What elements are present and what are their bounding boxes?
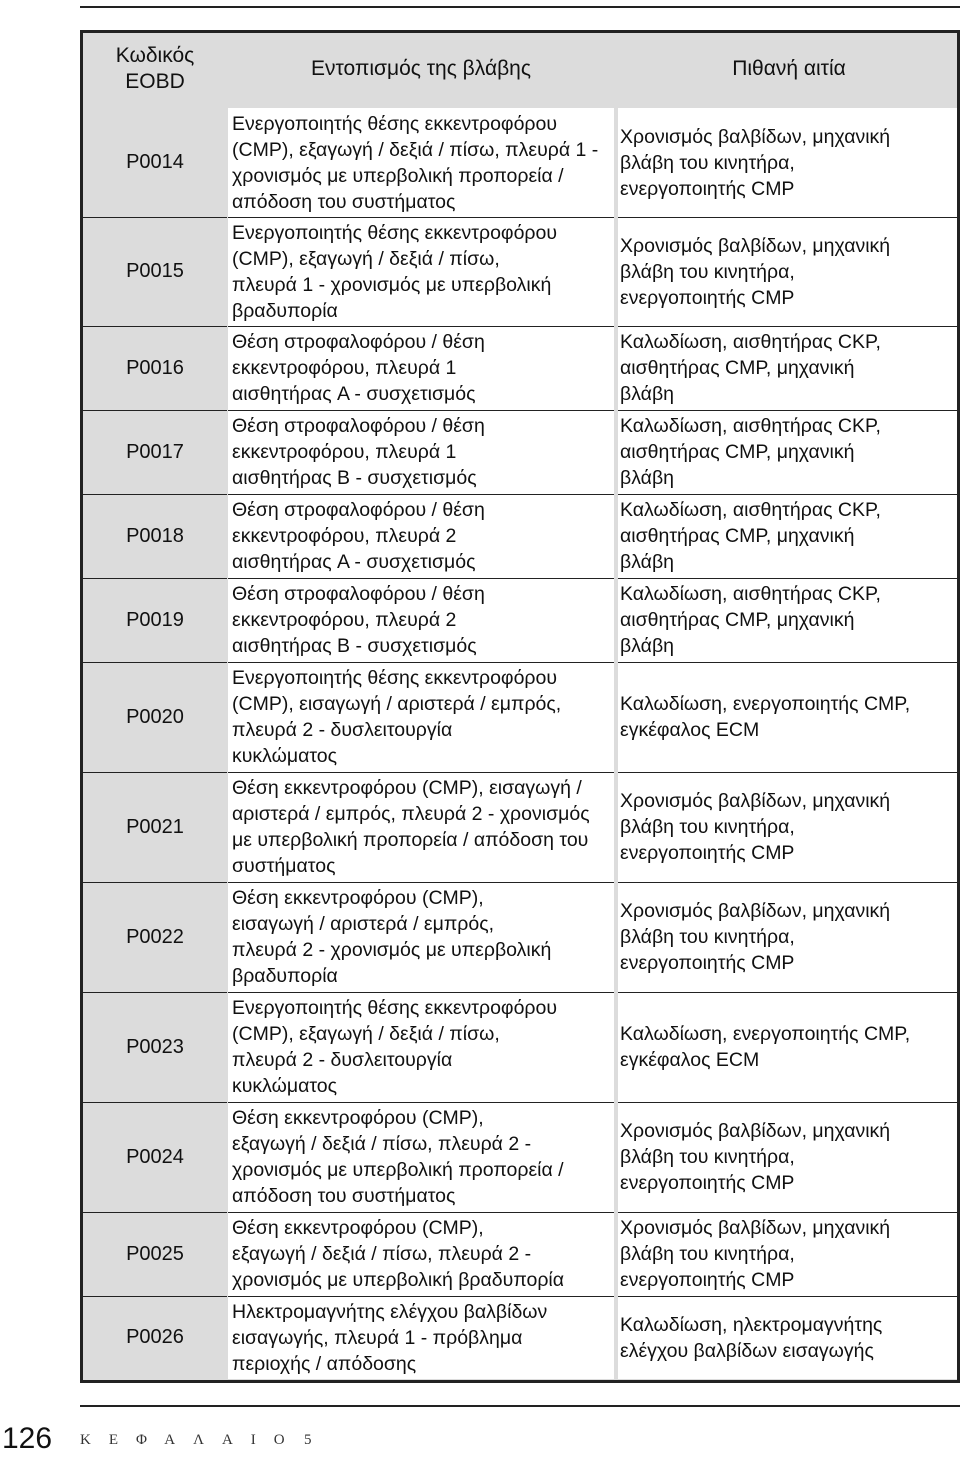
table-cell-location	[228, 1212, 614, 1296]
row-separator	[228, 882, 614, 883]
row-separator	[228, 410, 614, 411]
table-cell-location	[228, 882, 614, 992]
table-cell-cause	[618, 578, 957, 662]
row-separator	[228, 494, 614, 495]
row-separator	[228, 578, 614, 579]
table-cell-cause	[618, 772, 957, 882]
code-column	[83, 108, 227, 1379]
row-separator	[228, 217, 614, 218]
cell-text-cause: Καλωδίωση, αισθητήρας CKP, αισθητήρας CMP, μηχανική βλάβη	[620, 331, 881, 405]
cell-text-cause: Χρονισμός βαλβίδων, μηχανική βλάβη του κινητήρα, ενεργοποιητής CMP	[620, 1120, 891, 1194]
header-location-text: Εντοπισμός της βλάβης	[311, 57, 531, 80]
header-location	[227, 30, 615, 108]
row-separator	[618, 662, 957, 663]
cell-text-code: P0017	[126, 440, 184, 463]
chapter-number: 5	[304, 1432, 312, 1448]
cell-text-code: P0018	[126, 524, 184, 547]
cell-text-code: P0020	[126, 705, 184, 728]
cell-text-cause: Καλωδίωση, αισθητήρας CKP, αισθητήρας CMP, μηχανική βλάβη	[620, 583, 881, 657]
cell-text-cause: Καλωδίωση, ενεργοποιητής CMP, εγκέφαλος ECM	[620, 1023, 911, 1071]
table-cell-code	[83, 326, 227, 410]
table-cell-cause	[618, 662, 957, 772]
cause-column	[618, 108, 957, 1379]
header-cause-text: Πιθανή αιτία	[732, 57, 846, 80]
table-cell-cause	[618, 1212, 957, 1296]
table-cell-location	[228, 326, 614, 410]
table-cell-location	[228, 992, 614, 1102]
cell-text-location: Ενεργοποιητής θέσης εκκεντροφόρου (CMP), εξαγωγή / δεξιά / πίσω, πλευρά 1 - χρονισμός με υπερβολική βραδυπορία	[232, 221, 558, 322]
cell-text-code: P0022	[126, 925, 184, 948]
cell-text-code: P0015	[126, 260, 184, 282]
cell-text-code: P0021	[126, 815, 184, 838]
table-cell-code	[83, 662, 227, 772]
row-separator	[618, 326, 957, 327]
cell-text-code: P0019	[126, 608, 184, 631]
cell-text-code: P0025	[126, 1242, 184, 1265]
row-separator	[83, 1102, 227, 1103]
table-cell-cause	[618, 1102, 957, 1212]
cell-text-cause: Χρονισμός βαλβίδων, μηχανική βλάβη του κινητήρα, ενεργοποιητής CMP	[620, 900, 891, 974]
row-separator	[83, 578, 227, 579]
row-separator	[83, 494, 227, 495]
row-separator	[618, 1212, 957, 1213]
row-separator	[618, 1296, 957, 1297]
table-cell-cause	[618, 410, 957, 494]
row-separator	[83, 882, 227, 883]
table-cell-cause	[618, 882, 957, 992]
row-separator	[618, 578, 957, 579]
row-separator	[228, 772, 614, 773]
table-cell-code	[83, 882, 227, 992]
row-separator	[618, 992, 957, 993]
cell-text-location: Ηλεκτρομαγνήτης ελέγχου βαλβίδων εισαγωγής, πλευρά 1 - πρόβλημα περιοχής / απόδοσης	[232, 1300, 548, 1375]
row-separator	[618, 410, 957, 411]
cell-text-cause: Χρονισμός βαλβίδων, μηχανική βλάβη του κινητήρα, ενεργοποιητής CMP	[620, 1217, 891, 1291]
page-number: 126	[2, 1422, 53, 1455]
cell-text-location: Θέση εκκεντροφόρου (CMP), εισαγωγή / αριστερά / εμπρός, πλευρά 2 - χρονισμός με υπερβολική βραδυπορία	[232, 887, 552, 987]
table-cell-cause	[618, 992, 957, 1102]
table-cell-code	[83, 1102, 227, 1212]
cell-text-cause: Καλωδίωση, αισθητήρας CKP, αισθητήρας CMP, μηχανική βλάβη	[620, 415, 881, 489]
row-separator	[618, 772, 957, 773]
table-cell-code	[83, 494, 227, 578]
cell-text-location: Ενεργοποιητής θέσης εκκεντροφόρου (CMP), εξαγωγή / δεξιά / πίσω, πλευρά 2 - δυσλειτουργία κυκλώματος	[232, 997, 558, 1097]
row-separator	[228, 326, 614, 327]
cell-text-location: Ενεργοποιητής θέσης εκκεντροφόρου (CMP), εξαγωγή / δεξιά / πίσω, πλευρά 1 - χρονισμός με υπερβολική προπορεία / απόδοση του συστήματος	[232, 112, 599, 213]
cell-text-location: Θέση στροφαλοφόρου / θέση εκκεντροφόρου, πλευρά 2 αισθητήρας B - συσχετισμός	[232, 583, 485, 657]
table-cell-code	[83, 1296, 227, 1379]
top-rule	[80, 6, 960, 8]
location-column	[228, 108, 614, 1379]
row-separator	[618, 494, 957, 495]
table-cell-code	[83, 410, 227, 494]
row-separator	[228, 992, 614, 993]
cell-text-code: P0026	[126, 1326, 184, 1348]
cell-text-cause: Χρονισμός βαλβίδων, μηχανική βλάβη του κινητήρα, ενεργοποιητής CMP	[620, 790, 891, 864]
cell-text-code: P0024	[126, 1145, 184, 1168]
table-cell-location	[228, 578, 614, 662]
row-separator	[83, 662, 227, 663]
cell-text-code: P0014	[126, 151, 184, 173]
cell-text-code: P0023	[126, 1035, 184, 1058]
row-separator	[618, 217, 957, 218]
table-cell-cause	[618, 494, 957, 578]
cell-text-location: Θέση εκκεντροφόρου (CMP), εξαγωγή / δεξιά / πίσω, πλευρά 2 - χρονισμός με υπερβολική βραδυπορία	[232, 1217, 565, 1291]
row-separator	[618, 882, 957, 883]
cell-text-cause: Καλωδίωση, ηλεκτρομαγνήτης ελέγχου βαλβίδων εισαγωγής	[620, 1313, 883, 1362]
row-separator	[228, 1296, 614, 1297]
cell-text-location: Θέση στροφαλοφόρου / θέση εκκεντροφόρου, πλευρά 2 αισθητήρας A - συσχετισμός	[232, 499, 485, 573]
row-separator	[83, 217, 227, 218]
cell-text-cause: Καλωδίωση, ενεργοποιητής CMP, εγκέφαλος ECM	[620, 693, 911, 741]
table-cell-code	[83, 992, 227, 1102]
table-cell-location	[228, 410, 614, 494]
row-separator	[83, 992, 227, 993]
table-cell-code	[83, 578, 227, 662]
cell-text-location: Θέση εκκεντροφόρου (CMP), εξαγωγή / δεξιά / πίσω, πλευρά 2 - χρονισμός με υπερβολική προπορεία / απόδοση του συστήματος	[232, 1107, 564, 1207]
cell-text-cause: Χρονισμός βαλβίδων, μηχανική βλάβη του κινητήρα, ενεργοποιητής CMP	[620, 125, 891, 200]
row-separator	[618, 1102, 957, 1103]
cell-text-cause: Χρονισμός βαλβίδων, μηχανική βλάβη του κινητήρα, ενεργοποιητής CMP	[620, 234, 891, 309]
table-cell-location	[228, 217, 614, 326]
table-cell-location	[228, 1296, 614, 1379]
table-cell-code	[83, 1212, 227, 1296]
table-cell-code	[83, 108, 227, 217]
row-separator	[228, 1212, 614, 1213]
header-cause	[618, 30, 960, 108]
cell-text-code: P0016	[126, 356, 184, 379]
header-code	[83, 30, 227, 108]
row-separator	[228, 1102, 614, 1103]
table-cell-location	[228, 108, 614, 217]
table-cell-code	[83, 217, 227, 326]
row-separator	[83, 1296, 227, 1297]
table-cell-location	[228, 662, 614, 772]
row-separator	[83, 772, 227, 773]
cell-text-location: Θέση στροφαλοφόρου / θέση εκκεντροφόρου, πλευρά 1 αισθητήρας A - συσχετισμός	[232, 331, 485, 405]
cell-text-cause: Καλωδίωση, αισθητήρας CKP, αισθητήρας CMP, μηχανική βλάβη	[620, 499, 881, 573]
row-separator	[228, 662, 614, 663]
table-cell-cause	[618, 217, 957, 326]
footer-rule	[80, 1405, 960, 1407]
row-separator	[83, 1212, 227, 1213]
table-cell-cause	[618, 108, 957, 217]
header-code-text: Κωδικός EOBD	[115, 44, 195, 93]
table-cell-location	[228, 772, 614, 882]
cell-text-location: Θέση εκκεντροφόρου (CMP), εισαγωγή / αριστερά / εμπρός, πλευρά 2 - χρονισμός με υπερβολική προπορεία / απόδοση του συστήματος	[232, 777, 590, 877]
table-cell-cause	[618, 1296, 957, 1379]
table-cell-code	[83, 772, 227, 882]
cell-text-location: Θέση στροφαλοφόρου / θέση εκκεντροφόρου, πλευρά 1 αισθητήρας B - συσχετισμός	[232, 415, 485, 489]
chapter-label: ΚΕΦΑΛΑΙΟ	[80, 1432, 303, 1448]
table-cell-location	[228, 494, 614, 578]
cell-text-location: Ενεργοποιητής θέσης εκκεντροφόρου (CMP), εισαγωγή / αριστερά / εμπρός, πλευρά 2 - δυσλειτουργία κυκλώματος	[232, 667, 562, 767]
table-cell-location	[228, 1102, 614, 1212]
row-separator	[83, 410, 227, 411]
table-cell-cause	[618, 326, 957, 410]
row-separator	[83, 326, 227, 327]
